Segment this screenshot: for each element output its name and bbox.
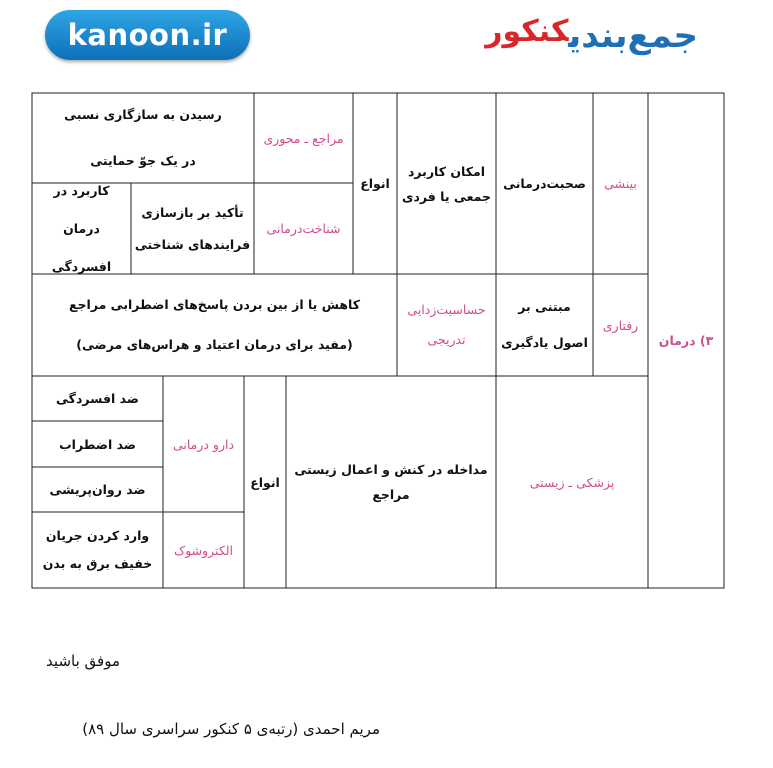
cognitive-desc-line-1: تأکید بر بازسازی (141, 204, 244, 220)
learning-based-line-1: مبتنی بر (518, 299, 571, 314)
types-text: انواع (360, 176, 390, 191)
antipsychotic-text: ضد روان‌پریشی (49, 482, 146, 497)
client-centered-desc-line-1: رسیدن به سازگاری نسبی (64, 107, 222, 122)
cognitive-desc-line-2: فرایندهای شناختی (134, 236, 251, 252)
medical-category-text: پزشکی ـ زیستی (529, 474, 615, 490)
antidepressant-text: ضد افسردگی (56, 391, 139, 406)
medical-desc (286, 376, 496, 588)
types-cell-2 (244, 376, 286, 588)
use-modes-line-1: امکان کاربرد (407, 163, 486, 179)
ect-desc-line-2: خفیف برق به بدن (42, 556, 153, 571)
logo-text: kanoon.ir (67, 18, 228, 52)
types-cell (353, 93, 397, 274)
ect-desc-line-1: وارد کردن جریان (45, 528, 150, 543)
antidepressant-cell (32, 376, 163, 421)
client-centered-cell (254, 93, 353, 183)
cognitive-desc (131, 183, 254, 274)
kanoon-logo[interactable] (45, 10, 250, 60)
desensitization-line-1: حساسیت‌زدایی (407, 302, 486, 317)
behavioral-category (593, 274, 648, 376)
medical-category (496, 376, 648, 588)
ect-cell (163, 512, 244, 588)
cognitive-therapy-cell (254, 183, 353, 274)
drug-therapy-cell (163, 376, 244, 512)
types-text-2: انواع (250, 474, 280, 490)
talk-therapy-cell (496, 93, 593, 274)
client-centered-desc (32, 93, 254, 183)
antianxiety-cell (32, 421, 163, 467)
cognitive-use-line-1: کاربرد در (53, 182, 110, 198)
insight-category-text: بینشی (604, 176, 637, 191)
author-credit: مریم احمدی (رتبه‌ی ۵ کنکور سراسری سال ۸۹) (82, 720, 380, 738)
insight-category (593, 93, 648, 274)
use-modes-cell (397, 93, 496, 274)
drug-therapy-text: دارو درمانی (172, 436, 235, 452)
desensitization-line-2: تدریجی (427, 332, 466, 347)
learning-based-cell (496, 274, 593, 376)
good-luck-text: موفق باشید (46, 652, 120, 670)
therapy-heading (648, 93, 724, 588)
desensitization-desc (32, 274, 397, 376)
brand-title (438, 8, 698, 64)
client-centered-desc-line-2: در یک جوّ حمایتی (90, 153, 196, 168)
talk-therapy-text: صحبت‌درمانی (503, 176, 586, 191)
client-centered-text: مراجع ـ محوری (263, 130, 344, 146)
desensitization-desc-line-1: کاهش یا از بین بردن پاسخ‌های اضطرابی مراجع (68, 297, 361, 312)
ect-desc (32, 512, 163, 588)
cognitive-use (32, 183, 131, 274)
brand-title-blue: جمع‌بندی (568, 16, 698, 56)
medical-desc-text: مداخله در کنش و اعمال زیستی مراجع (294, 462, 488, 502)
cognitive-therapy-text: شناخت‌درمانی (266, 221, 341, 236)
desensitization-desc-line-2: (مفید برای درمان اعتیاد و هراس‌های مرضی) (76, 337, 353, 352)
desensitization-cell (397, 274, 496, 376)
ect-text: الکتروشوک (174, 542, 234, 558)
antianxiety-text: ضد اضطراب (59, 436, 136, 452)
antipsychotic-cell (32, 467, 163, 512)
learning-based-line-2: اصول یادگیری (501, 335, 588, 350)
use-modes-line-2: جمعی یا فردی (402, 188, 492, 204)
behavioral-category-text: رفتاری (602, 317, 639, 333)
therapy-heading-text: ۳) درمان (658, 333, 714, 348)
brand-title-red: کنکور (485, 14, 569, 49)
cognitive-use-line-2: درمان افسردگی (51, 220, 112, 274)
